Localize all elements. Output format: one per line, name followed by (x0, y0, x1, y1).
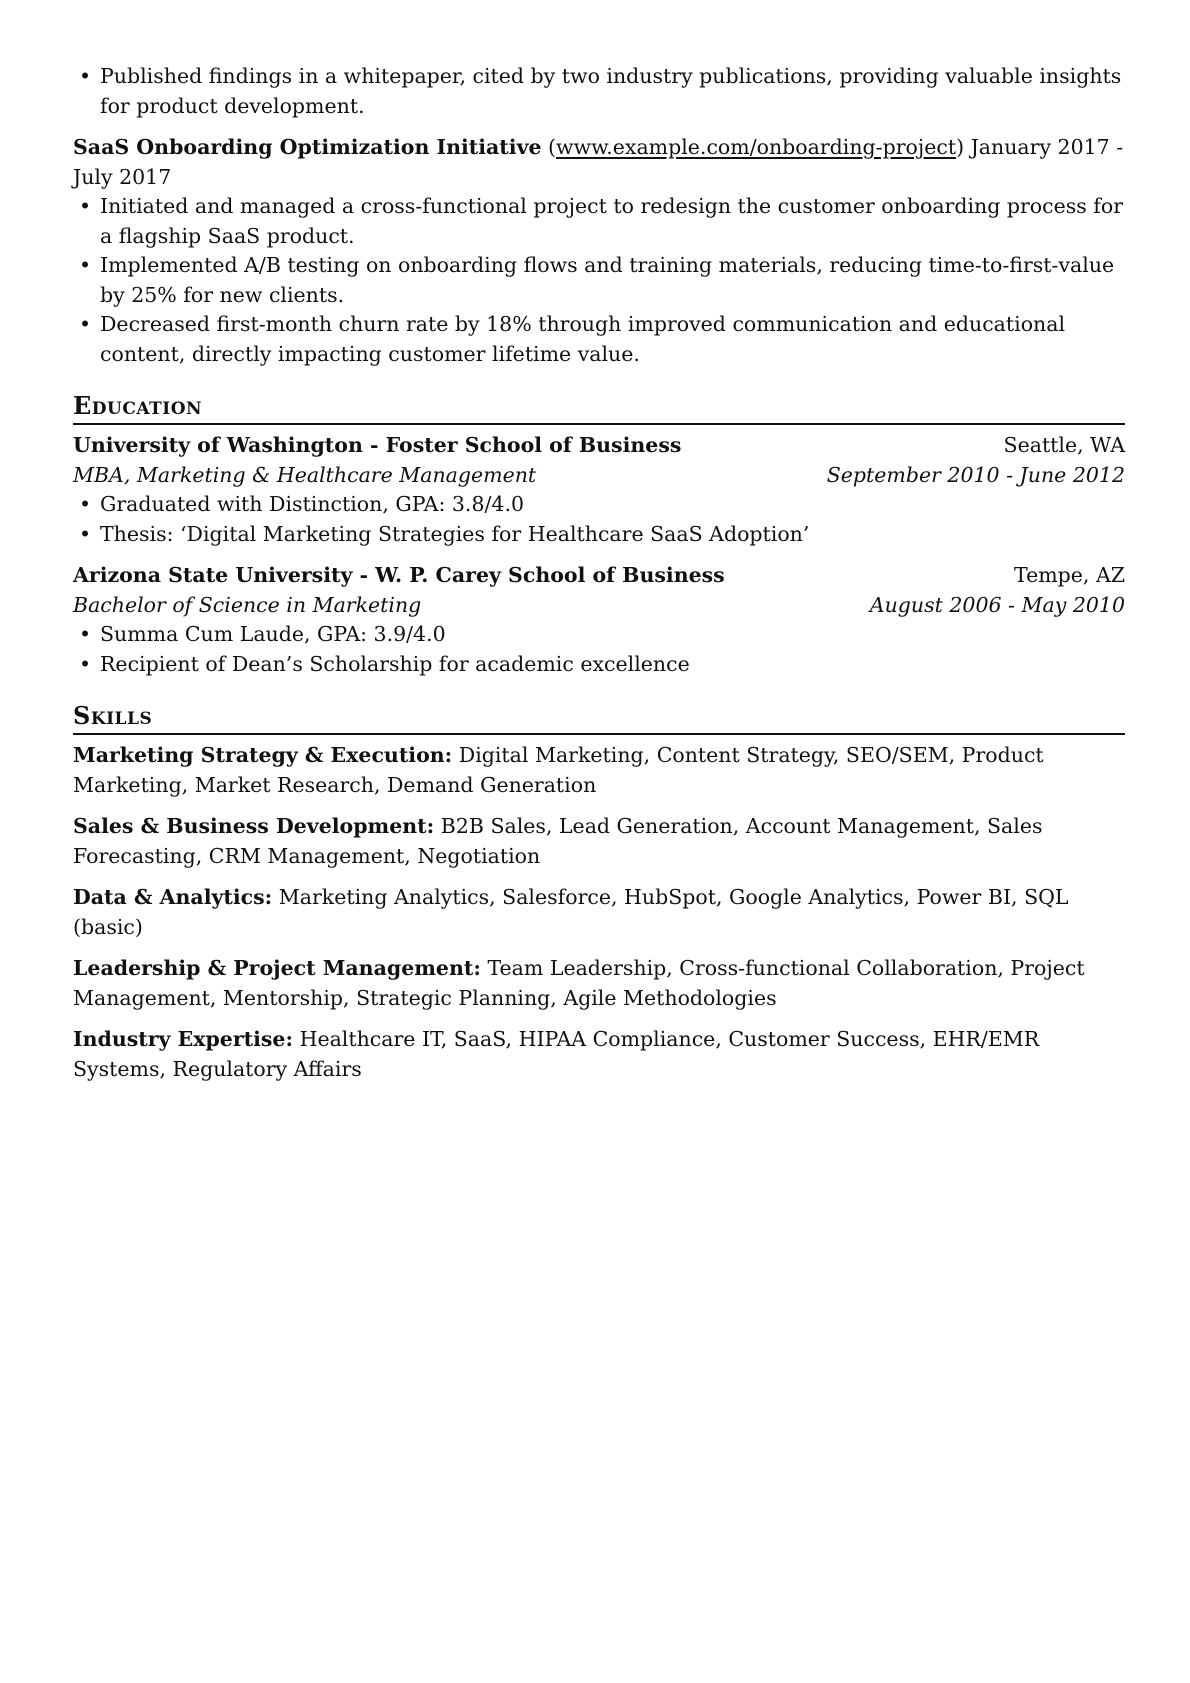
education-bullets (73, 620, 1125, 679)
skill-value: Team Leadership, Cross-functional Collaboration, Project Management, Mentorship, Strategic Planning, Agile Methodologies (73, 956, 1085, 1010)
skills-heading: Skills (73, 701, 1125, 735)
school-location: Tempe, AZ (1014, 563, 1125, 587)
project-dates: January 2017 - July 2017 (73, 135, 1124, 189)
list-item: • Initiated and managed a cross-functional project to redesign the customer onboarding process for a flagship SaaS product. (79, 194, 1124, 248)
skill-line (73, 741, 1125, 800)
skill-label: Sales & Business Development: (73, 814, 435, 838)
resume-page (73, 62, 1125, 1084)
skill-label: Data & Analytics: (73, 885, 273, 909)
list-item: • Published findings in a whitepaper, cited by two industry publications, providing valuable insights for product development. (79, 64, 1122, 118)
skill-line (73, 883, 1125, 942)
skill-line (73, 1025, 1125, 1084)
education-heading: Education (73, 391, 1125, 425)
list-item: • Decreased first-month churn rate by 18% through improved communication and educational content, directly impacting customer lifetime value. (79, 312, 1066, 366)
previous-project-bullets (73, 62, 1125, 121)
list-item: • Summa Cum Laude, GPA: 3.9/4.0 (79, 622, 446, 646)
list-item: • Graduated with Distinction, GPA: 3.8/4.0 (79, 492, 525, 516)
project-title: SaaS Onboarding Optimization Initiative (73, 135, 542, 159)
list-item: • Implemented A/B testing on onboarding flows and training materials, reducing time-to-first-value by 25% for new clients. (79, 253, 1115, 307)
skill-value: Digital Marketing, Content Strategy, SEO/SEM, Product Marketing, Market Research, Demand Generation (73, 743, 1044, 797)
degree: MBA, Marketing & Healthcare Management (73, 462, 537, 487)
school-location: Seattle, WA (1003, 433, 1125, 457)
skill-value: B2B Sales, Lead Generation, Account Management, Sales Forecasting, CRM Management, Negotiation (73, 814, 1043, 868)
skill-value: Marketing Analytics, Salesforce, HubSpot, Google Analytics, Power BI, SQL (basic) (73, 885, 1069, 939)
skill-label: Marketing Strategy & Execution: (73, 743, 453, 767)
skill-label: Industry Expertise: (73, 1027, 294, 1051)
skill-line (73, 954, 1125, 1013)
education-dates: September 2010 - June 2012 (826, 462, 1125, 487)
education-bullets (73, 490, 1125, 549)
skill-label: Leadership & Project Management: (73, 956, 481, 980)
school-name: University of Washington - Foster School of Business (73, 433, 682, 457)
list-item: • Recipient of Dean’s Scholarship for academic excellence (79, 651, 690, 676)
skill-line (73, 812, 1125, 871)
education-entry (73, 431, 1125, 549)
education-entry (73, 561, 1125, 679)
project-bullets (73, 192, 1125, 369)
project-entry (73, 133, 1125, 369)
list-item: • Thesis: ‘Digital Marketing Strategies for Healthcare SaaS Adoption’ (79, 521, 810, 546)
education-dates: August 2006 - May 2010 (869, 592, 1125, 617)
degree: Bachelor of Science in Marketing (73, 592, 422, 617)
project-header: SaaS Onboarding Optimization Initiative (www.example.com/onboarding-project) January 2017 - July 2017 (73, 135, 1124, 189)
school-name: Arizona State University - W. P. Carey School of Business (73, 563, 725, 587)
project-link[interactable]: www.example.com/onboarding-project (556, 135, 957, 159)
skill-value: Healthcare IT, SaaS, HIPAA Compliance, Customer Success, EHR/EMR Systems, Regulatory Affairs (73, 1027, 1040, 1081)
